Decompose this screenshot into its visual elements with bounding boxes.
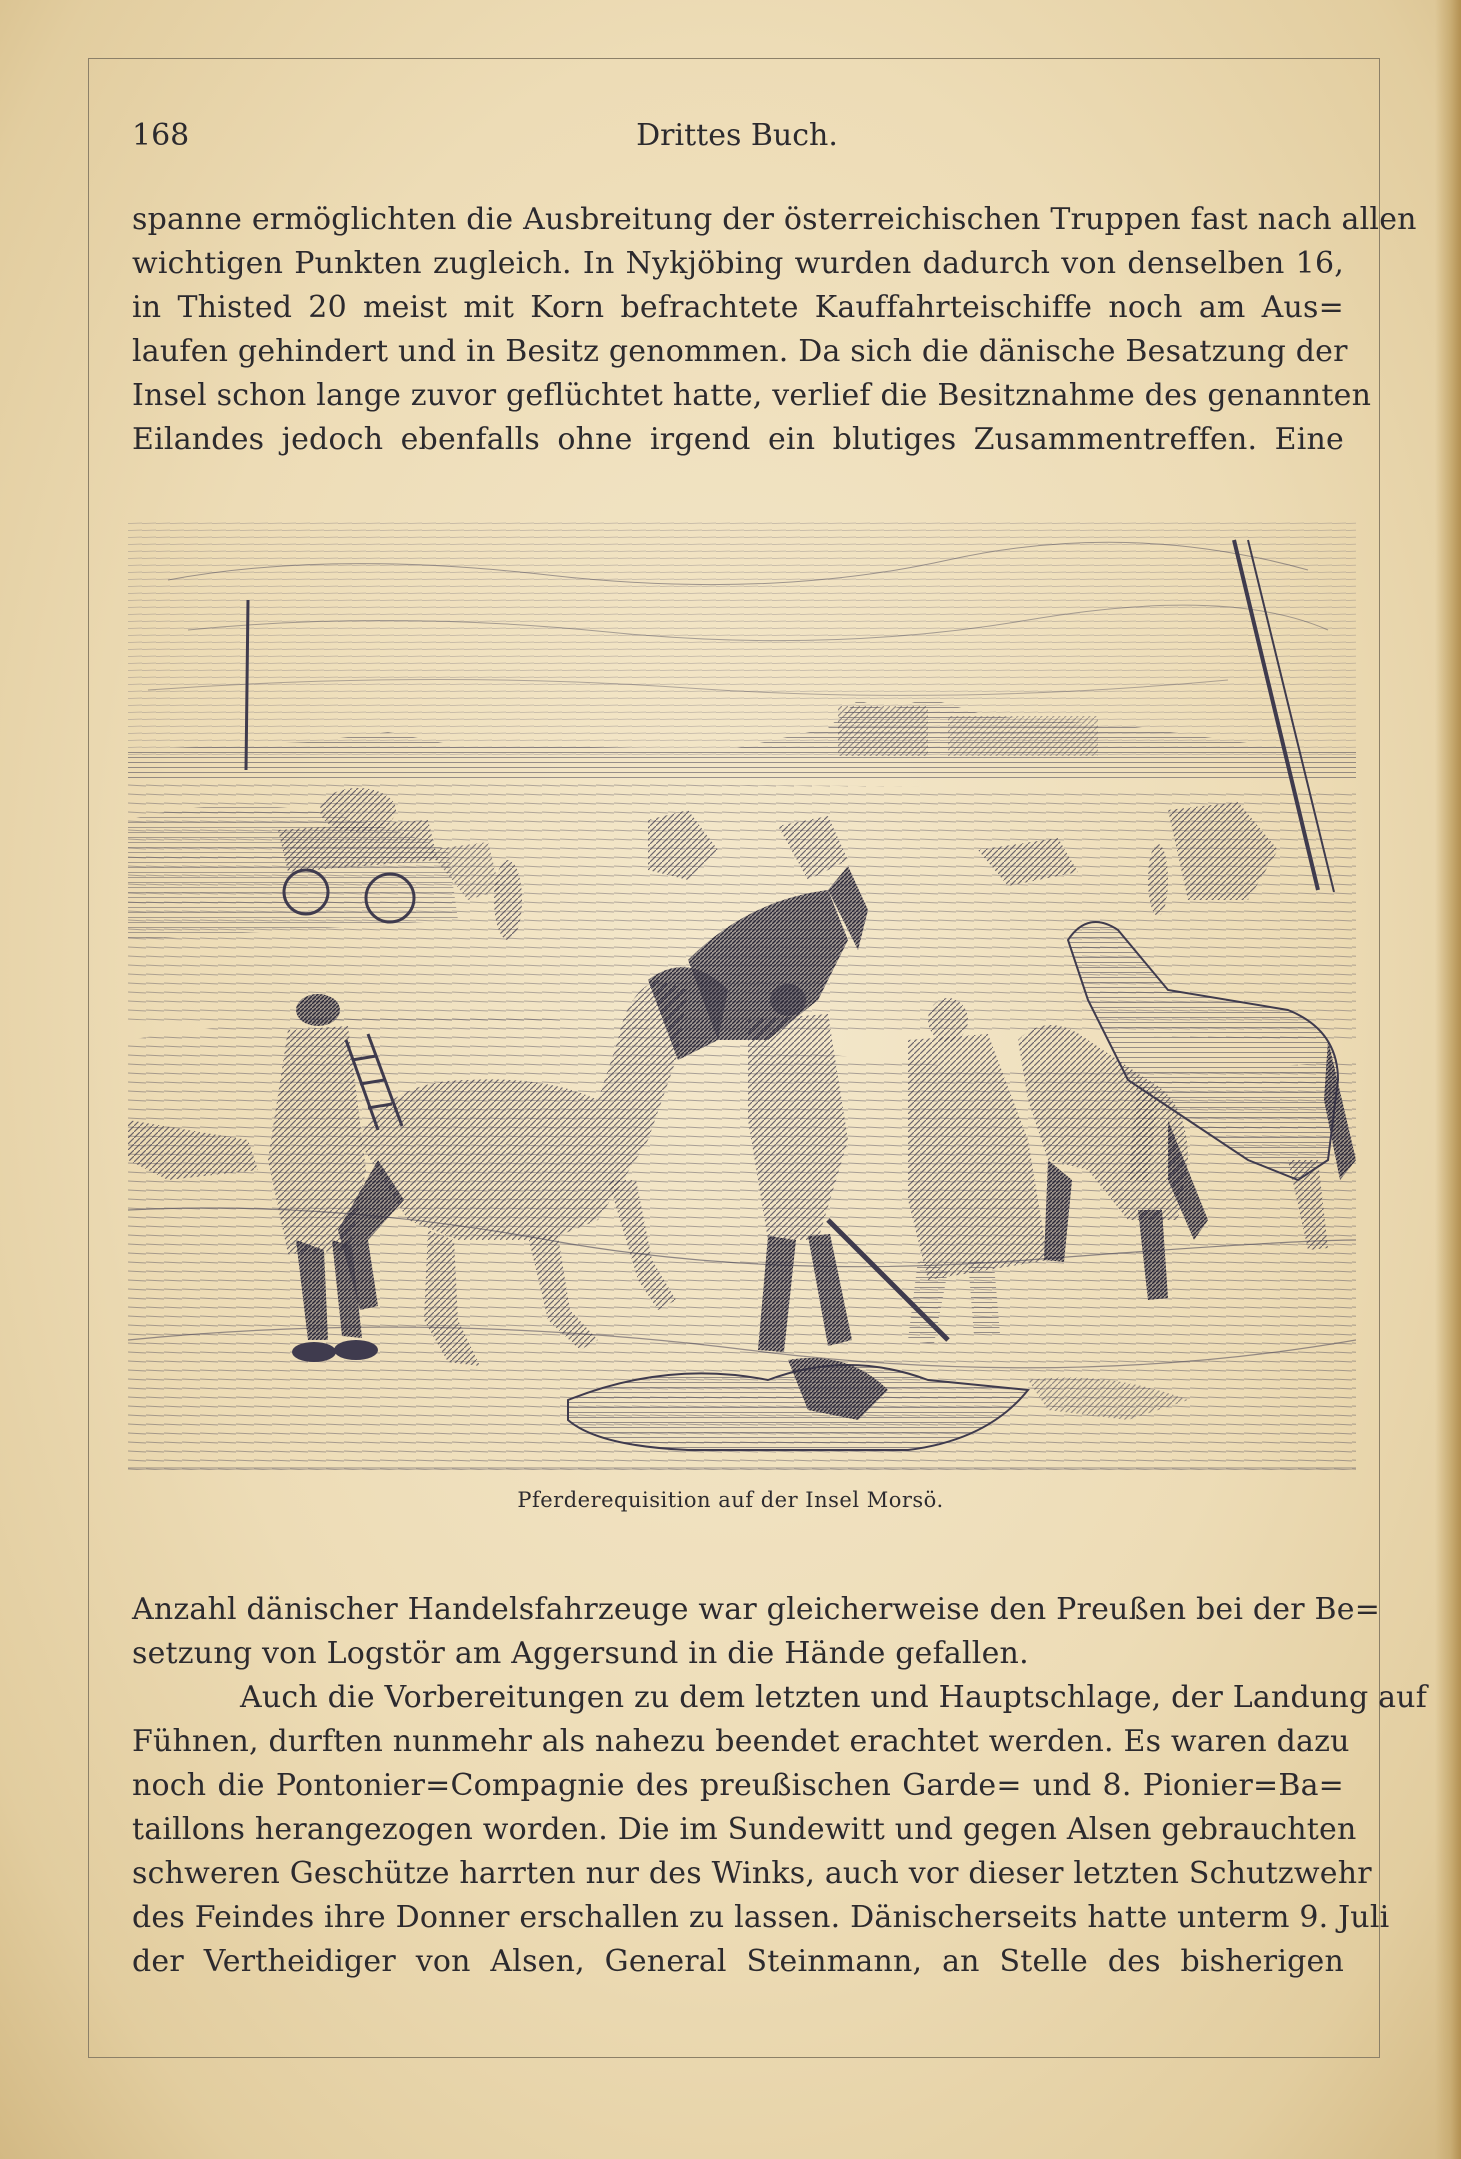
text-line: Insel schon lange zuvor geflüchtet hatte, verlief die Besitznahme des genannten — [132, 378, 1372, 413]
paragraph-top — [132, 198, 1417, 462]
page-number: 168 — [132, 118, 190, 153]
text-line: Auch die Vorbereitungen zu dem letzten und Hauptschlage, der Landung auf — [240, 1680, 1427, 1715]
figure-caption: Pferderequisition auf der Insel Morsö. — [517, 1488, 944, 1512]
page-gutter-shadow — [1435, 0, 1461, 2159]
paragraph-bottom — [132, 1676, 1427, 1984]
text-line: laufen gehindert und in Besitz genommen. Da sich die dänische Besatzung der — [132, 334, 1348, 369]
page-header — [132, 118, 1342, 158]
paragraph-middle — [132, 1588, 1381, 1676]
text-line: Anzahl dänischer Handelsfahrzeuge war gleicherweise den Preußen bei der Be= — [132, 1592, 1381, 1627]
text-line: schweren Geschütze harrten nur des Winks, auch vor dieser letzten Schutzwehr — [132, 1856, 1372, 1891]
engraving-illustration — [128, 520, 1356, 1470]
text-line: spanne ermöglichten die Ausbreitung der österreichischen Truppen fast nach allen — [132, 202, 1417, 237]
telegraph-pole — [246, 600, 248, 770]
text-line: Fühnen, durften nunmehr als nahezu beendet erachtet werden. Es waren dazu — [132, 1724, 1350, 1759]
text-line: taillons herangezogen worden. Die im Sundewitt und gegen Alsen gebrauchten — [132, 1812, 1357, 1847]
text-line: in Thisted 20 meist mit Korn befrachtete Kauffahrteischiffe noch am Aus= — [132, 290, 1344, 325]
text-line: setzung von Logstör am Aggersund in die Hände gefallen. — [132, 1636, 1029, 1671]
running-head: Drittes Buch. — [636, 118, 838, 153]
text-line: der Vertheidiger von Alsen, General Steinmann, an Stelle des bisherigen — [132, 1944, 1344, 1979]
text-line: des Feindes ihre Donner erschallen zu lassen. Dänischerseits hatte unterm 9. Juli — [132, 1900, 1390, 1935]
text-line: Eilandes jedoch ebenfalls ohne irgend ein blutiges Zusammentreffen. Eine — [132, 422, 1344, 457]
text-line: wichtigen Punkten zugleich. In Nykjöbing wurden dadurch von denselben 16, — [132, 246, 1344, 281]
text-line: noch die Pontonier=Compagnie des preußischen Garde= und 8. Pionier=Ba= — [132, 1768, 1344, 1803]
